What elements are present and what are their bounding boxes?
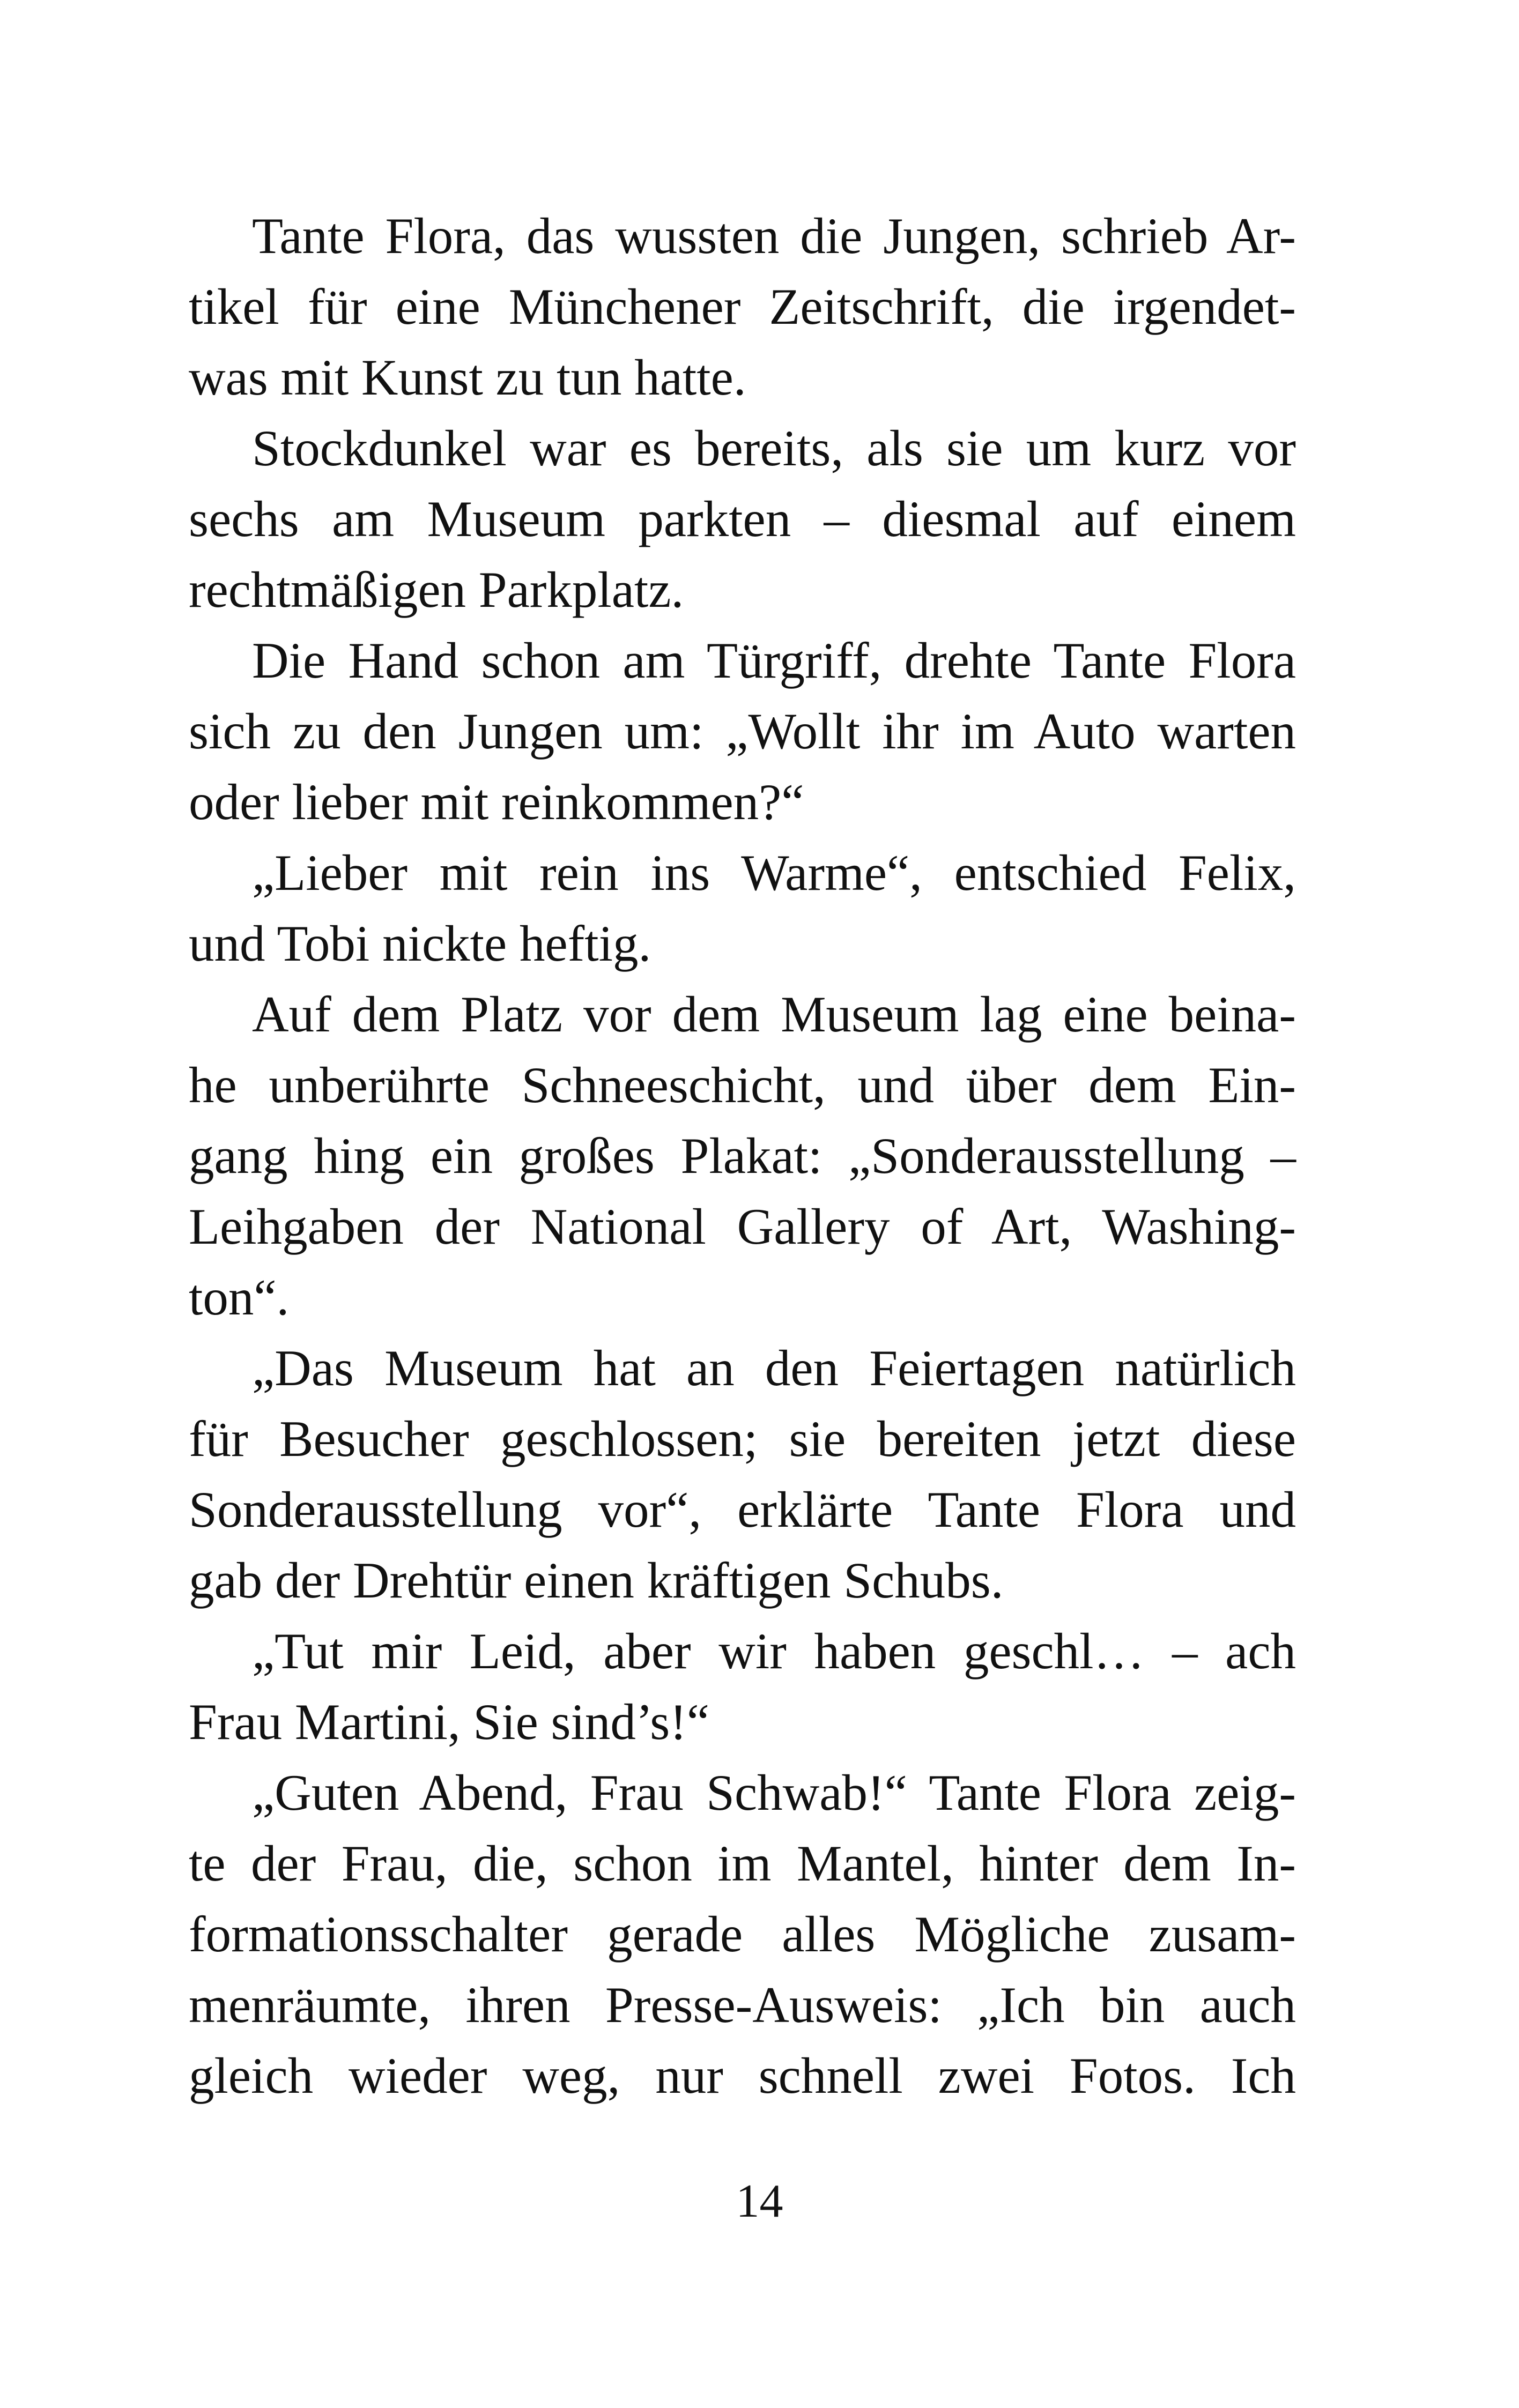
text-line: „Tut mir Leid, aber wir haben geschl… – ach [252,1623,1296,1679]
text-line: Tante Flora, das wussten die Jungen, schrieb Ar- [252,207,1296,264]
text-line: gab der Drehtür einen kräftigen Schubs. [189,1552,1004,1609]
text-line: Auf dem Platz vor dem Museum lag eine beina- [252,986,1296,1043]
text-line: oder lieber mit reinkommen?“ [189,774,804,830]
text-line: menräumte, ihren Presse-Ausweis: „Ich bin auch [189,1976,1296,2033]
text-line: te der Frau, die, schon im Mantel, hinter dem In- [189,1835,1296,1892]
text-line: „Lieber mit rein ins Warme“, entschied Felix, [252,844,1296,901]
text-line: „Guten Abend, Frau Schwab!“ Tante Flora zeig- [252,1764,1296,1821]
text-line: gleich wieder weg, nur schnell zwei Fotos. Ich [189,2047,1296,2104]
text-line: Stockdunkel war es bereits, als sie um kurz vor [252,420,1296,477]
body-text [189,200,1296,2111]
text-line: Leihgaben der National Gallery of Art, Washing- [189,1198,1296,1255]
text-line: formationsschalter gerade alles Mögliche zusam- [189,1906,1296,1963]
text-line: rechtmäßigen Parkplatz. [189,561,684,618]
text-line: was mit Kunst zu tun hatte. [189,349,746,406]
text-line: „Das Museum hat an den Feiertagen natürlich [252,1340,1296,1396]
text-line: Sonderausstellung vor“, erklärte Tante Flora und [189,1481,1296,1538]
text-line: sich zu den Jungen um: „Wollt ihr im Auto warten [189,703,1296,760]
text-line: gang hing ein großes Plakat: „Sonderausstellung – [189,1127,1296,1184]
text-line: und Tobi nickte heftig. [189,915,651,972]
text-line: ton“. [189,1269,290,1326]
text-line: sechs am Museum parkten – diesmal auf einem [189,490,1296,547]
text-line: Frau Martini, Sie sind’s!“ [189,1693,710,1750]
text-line: tikel für eine Münchener Zeitschrift, die irgendet- [189,278,1296,335]
text-line: he unberührte Schneeschicht, und über dem Ein- [189,1057,1296,1113]
text-line: Die Hand schon am Türgriff, drehte Tante Flora [252,632,1296,689]
text-line: für Besucher geschlossen; sie bereiten jetzt diese [189,1410,1296,1467]
page-number: 14 [736,2175,783,2227]
